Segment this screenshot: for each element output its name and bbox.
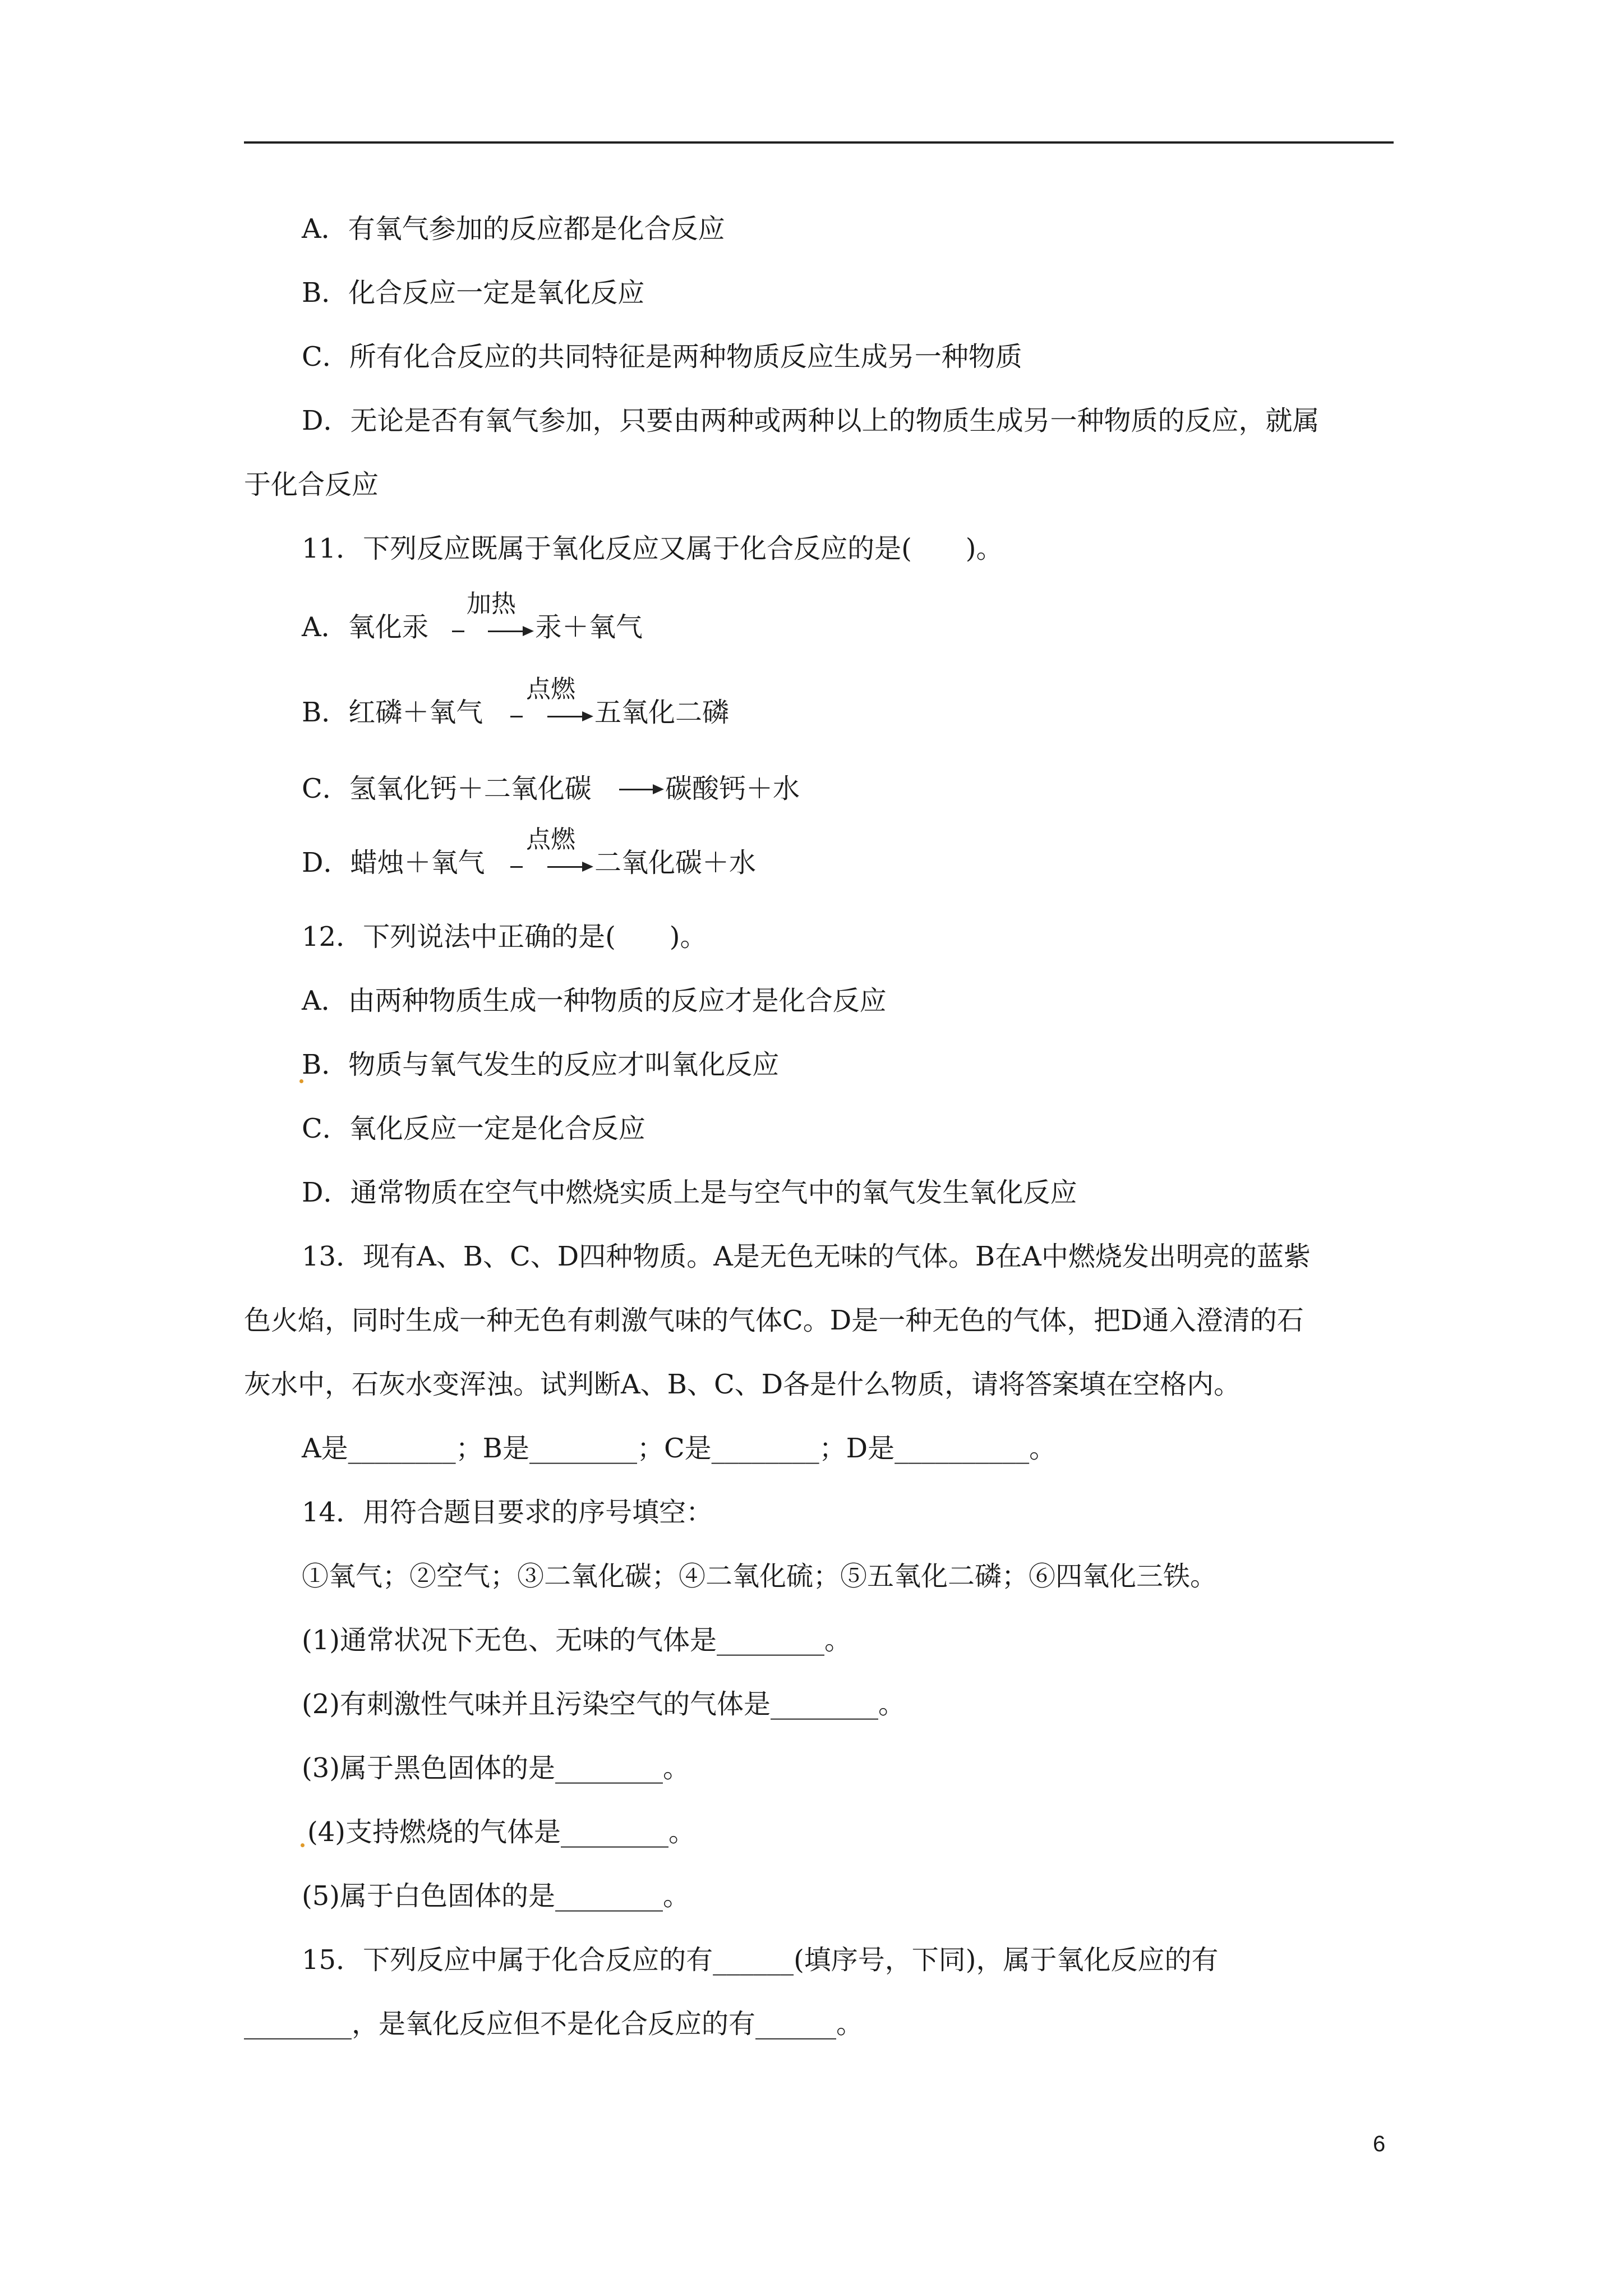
q11-b-arrow-dash bbox=[510, 716, 523, 717]
q12-option-a: A．由两种物质生成一种物质的反应才是化合反应 bbox=[302, 985, 887, 1016]
q11-b-arrow-icon bbox=[547, 716, 591, 717]
q13-answer-blanks: A是________；B是________；C是________；D是__________。 bbox=[302, 1433, 1057, 1464]
page-number: 6 bbox=[1373, 2132, 1386, 2156]
q10-option-b: B．化合反应一定是氧化反应 bbox=[302, 277, 645, 309]
q11-c-reactants: C．氢氧化钙＋二氧化碳 bbox=[302, 773, 592, 804]
q14-part2: (2)有刺激性气味并且污染空气的气体是________。 bbox=[302, 1688, 905, 1720]
q11-b-reactants: B．红磷＋氧气 bbox=[302, 697, 483, 728]
q11-d-condition: 点燃 bbox=[526, 825, 575, 854]
q11-a-arrow-icon bbox=[488, 631, 532, 632]
q11-stem: 11．下列反应既属于氧化反应又属于化合反应的是( )。 bbox=[302, 533, 1003, 564]
q12-option-c: C．氧化反应一定是化合反应 bbox=[302, 1113, 645, 1144]
q12-option-b: B．物质与氧气发生的反应才叫氧化反应 bbox=[302, 1049, 780, 1080]
q10-option-a: A．有氧气参加的反应都是化合反应 bbox=[302, 213, 725, 245]
q11-d-products: 二氧化碳＋水 bbox=[594, 847, 757, 878]
q10-option-c: C．所有化合反应的共同特征是两种物质反应生成另一种物质 bbox=[302, 341, 1022, 372]
q11-b-products: 五氧化二磷 bbox=[594, 697, 730, 728]
q11-a-arrow-dash bbox=[452, 631, 464, 632]
q11-a-products: 汞＋氧气 bbox=[535, 611, 643, 643]
q12-stem: 12．下列说法中正确的是( )。 bbox=[302, 921, 707, 953]
q11-a-reactants: A．氧化汞 bbox=[302, 611, 429, 643]
q14-part1: (1)通常状况下无色、无味的气体是________。 bbox=[302, 1625, 851, 1656]
q15-line1: 15．下列反应中属于化合反应的有______(填序号，下同)，属于氧化反应的有 bbox=[302, 1944, 1219, 1976]
header-rule bbox=[244, 141, 1394, 144]
q10-option-d-line1: D．无论是否有氧气参加，只要由两种或两种以上的物质生成另一种物质的反应，就属 bbox=[302, 405, 1320, 436]
q11-b-condition: 点燃 bbox=[526, 675, 575, 703]
q13-line3: 灰水中，石灰水变浑浊。试判断A、B、C、D各是什么物质，请将答案填在空格内。 bbox=[244, 1369, 1241, 1400]
q11-d-arrow-dash bbox=[510, 866, 523, 868]
q11-c-arrow-icon bbox=[619, 789, 662, 790]
q11-d-arrow-icon bbox=[547, 866, 591, 868]
q14-part3: (3)属于黑色固体的是________。 bbox=[302, 1752, 690, 1784]
margin-dot bbox=[301, 1843, 305, 1847]
q14-options: ①氧气；②空气；③二氧化碳；④二氧化硫；⑤五氧化二磷；⑥四氧化三铁。 bbox=[302, 1561, 1218, 1592]
q11-c-products: 碳酸钙＋水 bbox=[665, 773, 800, 804]
q11-a-condition: 加热 bbox=[467, 590, 516, 618]
q15-line2: ________，是氧化反应但不是化合反应的有______。 bbox=[244, 2008, 864, 2040]
q13-line2: 色火焰，同时生成一种无色有刺激气味的气体C。D是一种无色的气体，把D通入澄清的石 bbox=[244, 1305, 1304, 1336]
q13-line1: 13．现有A、B、C、D四种物质。A是无色无味的气体。B在A中燃烧发出明亮的蓝紫 bbox=[302, 1241, 1311, 1272]
q10-option-d-line2: 于化合反应 bbox=[244, 469, 379, 500]
q14-part4: (4)支持燃烧的气体是________。 bbox=[307, 1816, 695, 1848]
q12-option-d: D．通常物质在空气中燃烧实质上是与空气中的氧气发生氧化反应 bbox=[302, 1177, 1077, 1208]
q14-stem: 14．用符合题目要求的序号填空： bbox=[302, 1497, 713, 1528]
q11-d-reactants: D．蜡烛＋氧气 bbox=[302, 847, 485, 878]
q14-part5: (5)属于白色固体的是________。 bbox=[302, 1880, 690, 1912]
